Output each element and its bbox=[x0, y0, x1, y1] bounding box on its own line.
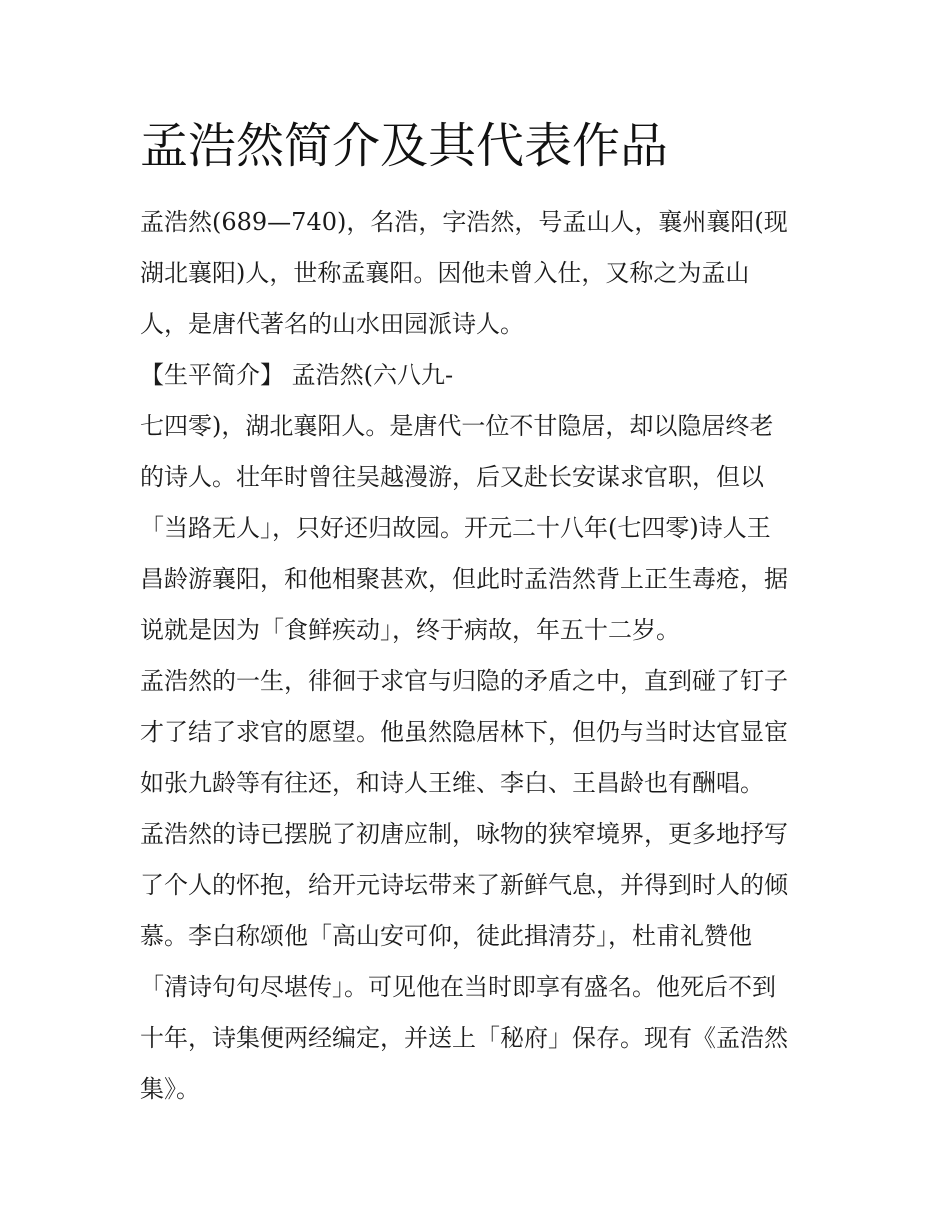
text-line: 的诗人。壮年时曾往吴越漫游，后又赴长安谋求官职，但以 bbox=[140, 463, 764, 491]
section-heading-line: 【生平简介】 孟浩然(六八九- bbox=[140, 361, 454, 389]
text-line: 十年，诗集便两经编定，并送上「秘府」保存。现有《孟浩然 bbox=[140, 1024, 788, 1052]
text-line: 湖北襄阳)人，世称孟襄阳。因他未曾入仕，又称之为孟山 bbox=[140, 259, 750, 287]
text-line: 孟浩然的诗已摆脱了初唐应制，咏物的狭窄境界，更多地抒写 bbox=[140, 820, 788, 848]
text-line: 孟浩然(689—740)，名浩，字浩然，号孟山人，襄州襄阳(现 bbox=[140, 208, 788, 236]
text-line: 人，是唐代著名的山水田园派诗人。 bbox=[140, 310, 524, 338]
text-line: 孟浩然的一生，徘徊于求官与归隐的矛盾之中，直到碰了钉子 bbox=[140, 667, 788, 695]
text-line: 七四零)，湖北襄阳人。是唐代一位不甘隐居，却以隐居终老 bbox=[140, 412, 774, 440]
text-line: 慕。李白称颂他「高山安可仰，徒此揖清芬」，杜甫礼赞他 bbox=[140, 922, 752, 950]
text-line: 昌龄游襄阳，和他相聚甚欢，但此时孟浩然背上正生毒疮，据 bbox=[140, 565, 788, 593]
text-line: 如张九龄等有往还，和诗人王维、李白、王昌龄也有酬唱。 bbox=[140, 769, 764, 797]
text-line: 才了结了求官的愿望。他虽然隐居林下，但仍与当时达官显宦 bbox=[140, 718, 788, 746]
text-line: 说就是因为「食鲜疾动」，终于病故，年五十二岁。 bbox=[140, 616, 680, 644]
page-title: 孟浩然简介及其代表作品 bbox=[140, 118, 669, 174]
text-line: 「当路无人」，只好还归故园。开元二十八年(七四零)诗人王 bbox=[140, 514, 771, 542]
text-line: 了个人的怀抱，给开元诗坛带来了新鲜气息，并得到时人的倾 bbox=[140, 871, 788, 899]
text-line: 「清诗句句尽堪传」。可见他在当时即享有盛名。他死后不到 bbox=[140, 973, 776, 1001]
text-line: 集》。 bbox=[140, 1075, 200, 1103]
